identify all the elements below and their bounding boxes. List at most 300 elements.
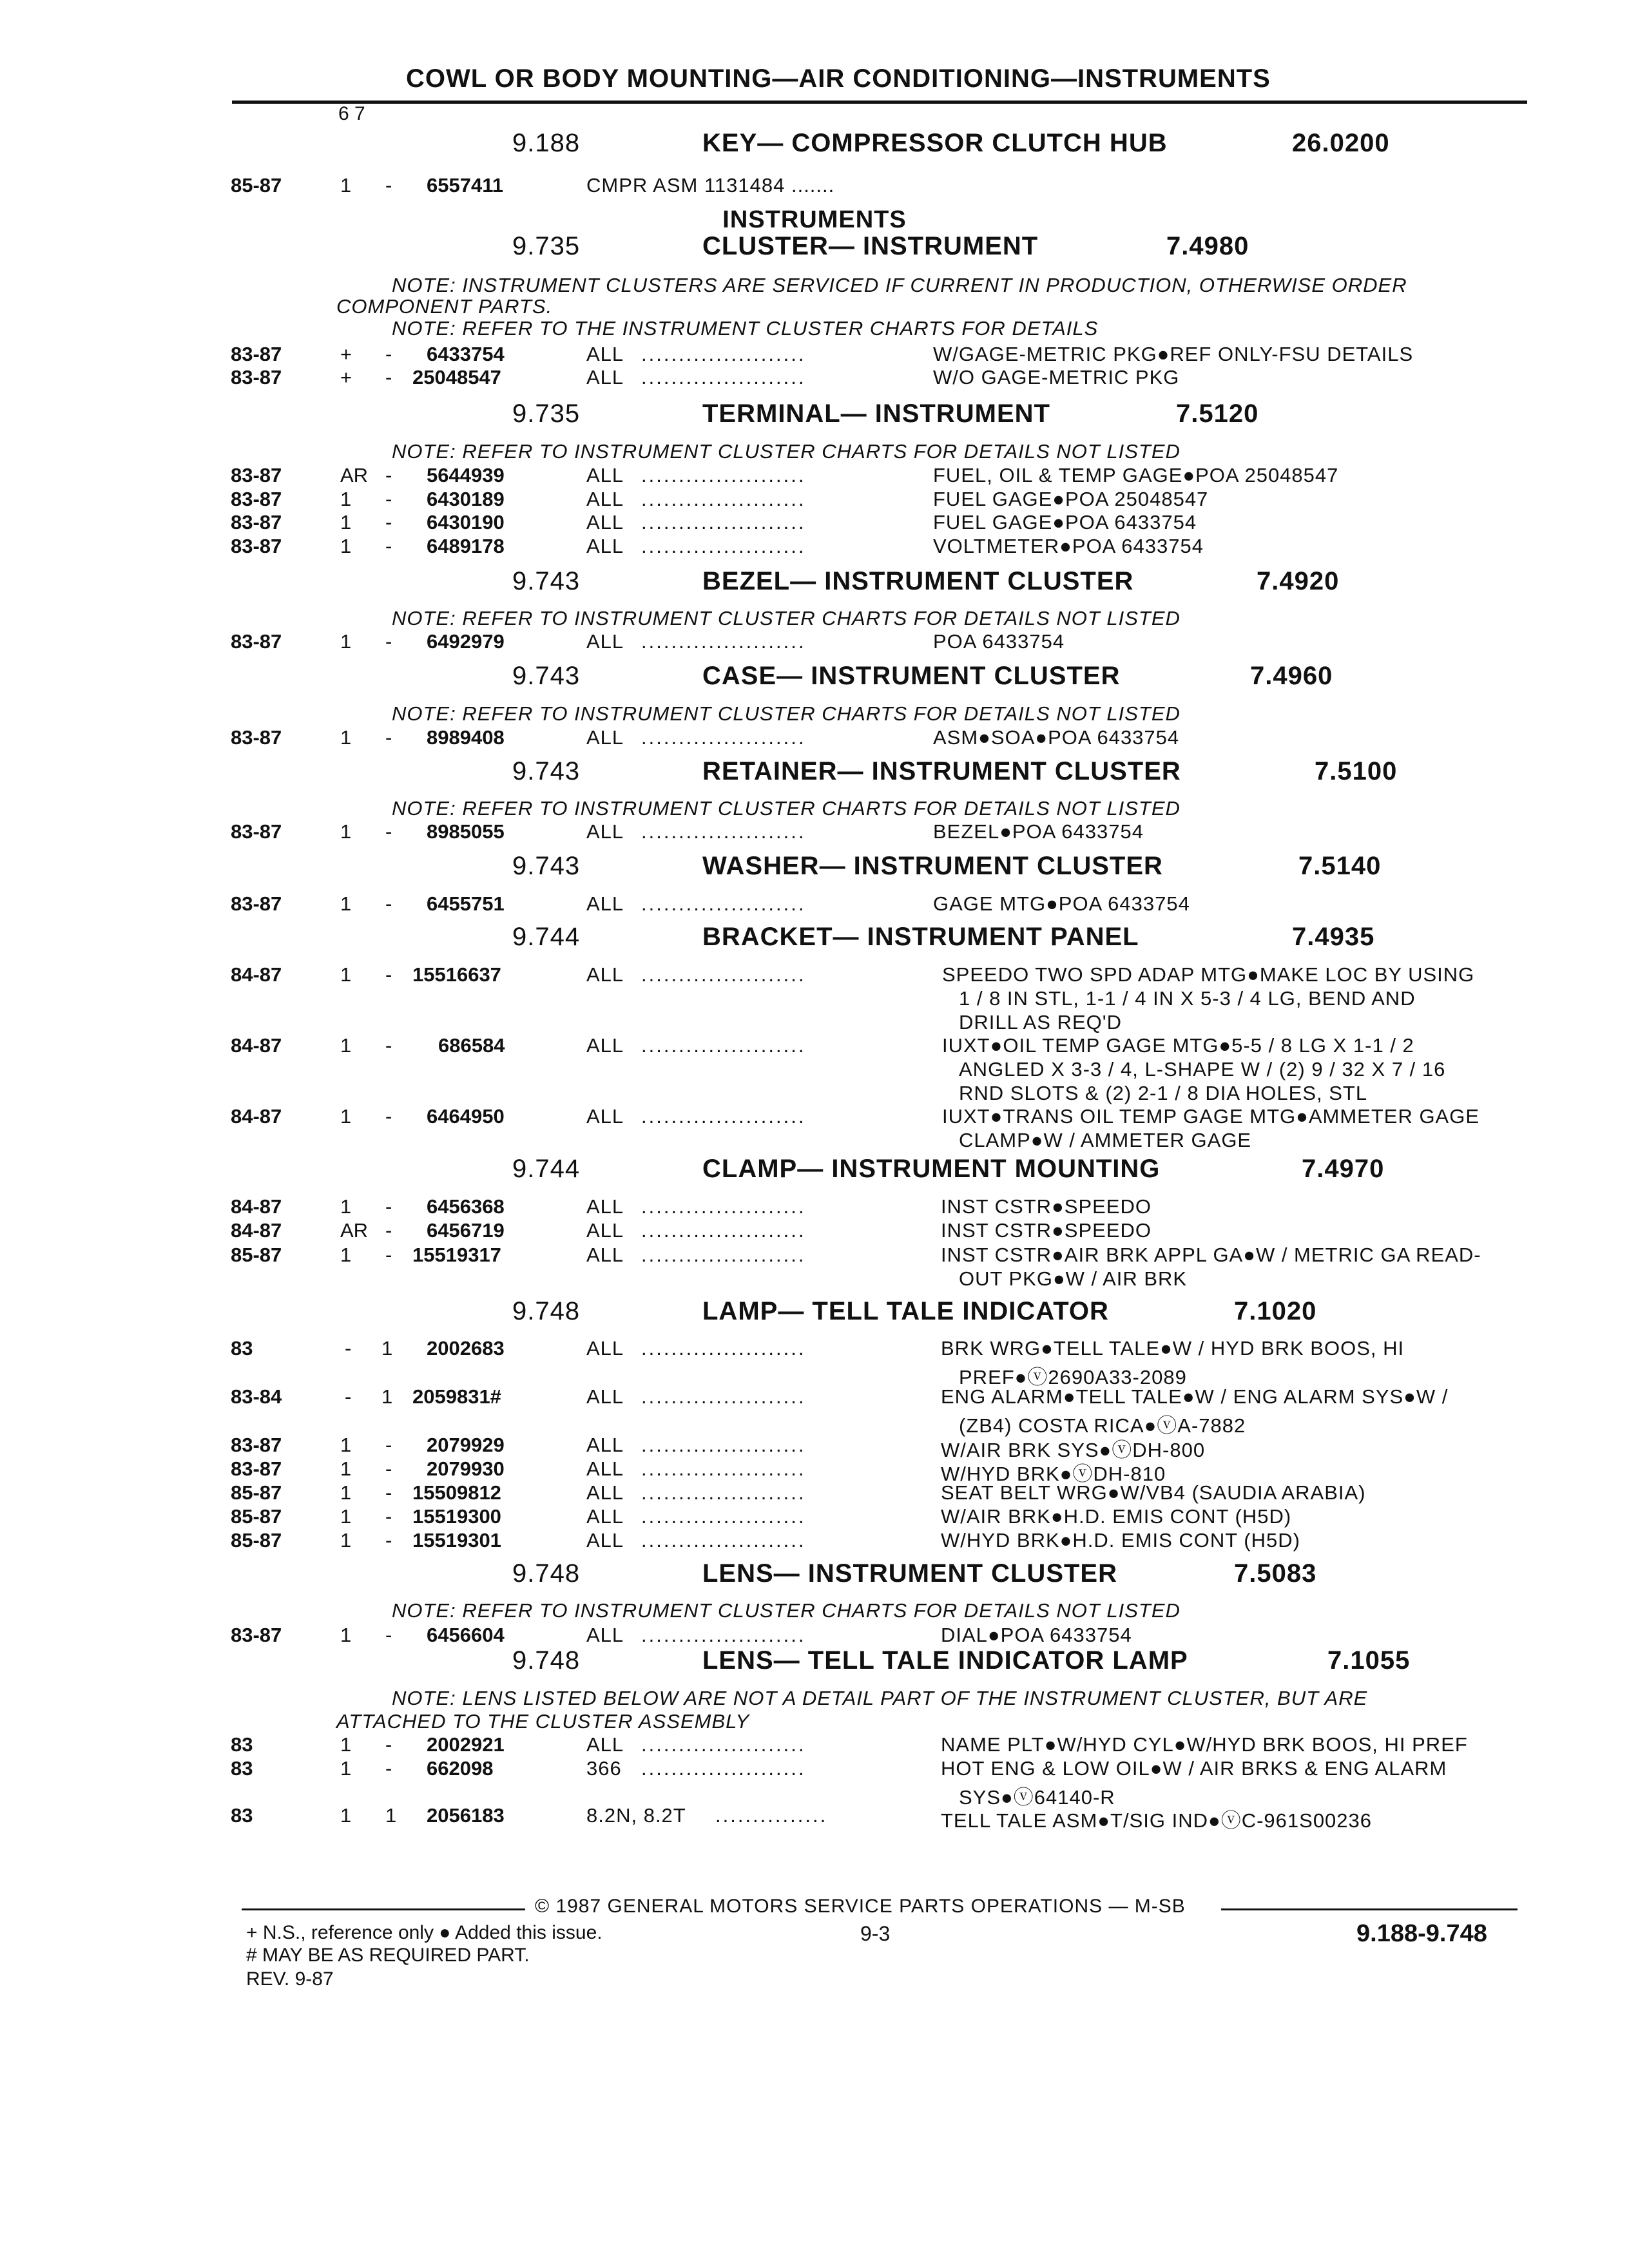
leader-dots: ......................	[641, 366, 806, 389]
flag-column: -	[385, 1733, 392, 1756]
footer-rule-left	[242, 1908, 525, 1910]
model-years: 83-87	[231, 366, 282, 389]
usage-description: ALL	[586, 630, 624, 653]
part-note: NAME PLT●W/HYD CYL●W/HYD BRK BOOS, HI PREF	[941, 1733, 1468, 1756]
part-number: 2079929	[427, 1434, 505, 1456]
leader-dots: ......................	[641, 464, 806, 486]
part-note: INST CSTR●SPEEDO	[941, 1195, 1152, 1218]
flag-column: -	[385, 343, 392, 365]
usage-description: ALL	[586, 488, 624, 510]
quantity: 1	[340, 1434, 352, 1456]
part-number: 2059831#	[412, 1385, 501, 1408]
quantity: 1	[340, 726, 352, 749]
parts-row	[0, 1195, 1629, 1219]
parts-row	[0, 1733, 1629, 1757]
model-years: 85-87	[231, 1244, 282, 1266]
parts-row	[0, 630, 1629, 654]
group-number: 9.743	[512, 567, 581, 595]
quantity: 1	[340, 1457, 352, 1480]
model-years: 83	[231, 1757, 253, 1780]
leader-dots: ......................	[641, 343, 806, 365]
group-number: 9.735	[512, 232, 581, 260]
part-number: 6464950	[427, 1105, 505, 1128]
part-number: 6492979	[427, 630, 505, 653]
model-years: 84-87	[231, 1219, 282, 1242]
model-years: 83-87	[231, 1624, 282, 1646]
group-title: LAMP— TELL TALE INDICATOR	[702, 1297, 1109, 1325]
part-note: W/AIR BRK●H.D. EMIS CONT (H5D)	[941, 1505, 1292, 1528]
usage-description: ALL	[586, 464, 624, 486]
quantity: 1	[340, 820, 352, 843]
group-code: 7.1055	[1327, 1646, 1411, 1675]
part-note: W/HYD BRK●H.D. EMIS CONT (H5D)	[941, 1529, 1300, 1552]
part-number: 15519317	[412, 1244, 501, 1266]
part-number: 6430190	[427, 511, 505, 533]
part-note: W/O GAGE-METRIC PKG	[933, 366, 1180, 389]
quantity: 1	[340, 488, 352, 510]
quantity: -	[345, 1385, 352, 1408]
parts-row	[0, 1337, 1629, 1361]
flag-column: -	[385, 535, 392, 557]
flag-column: -	[385, 1624, 392, 1646]
usage-description: ALL	[586, 1219, 624, 1242]
footer-legend-2: # MAY BE AS REQUIRED PART.	[246, 1945, 530, 1966]
usage-description: ALL	[586, 1244, 624, 1266]
group-header	[0, 1646, 1629, 1685]
leader-dots: ......................	[641, 630, 806, 653]
flag-column: -	[385, 366, 392, 389]
flag-column: -	[385, 1105, 392, 1128]
flag-column: -	[385, 1757, 392, 1780]
parts-row	[0, 963, 1629, 987]
leader-dots: ......................	[641, 1505, 806, 1528]
parts-row	[0, 488, 1629, 512]
leader-dots: ......................	[641, 892, 806, 915]
flag-column: -	[385, 1457, 392, 1480]
group-code: 7.4935	[1292, 923, 1375, 951]
parts-row	[0, 892, 1629, 916]
group-note: NOTE: REFER TO INSTRUMENT CLUSTER CHARTS FOR DETAILS NOT LISTED	[392, 702, 1181, 725]
part-number: 6489178	[427, 535, 505, 557]
usage-description: ALL	[586, 892, 624, 915]
quantity: 1	[340, 963, 352, 986]
parts-row	[0, 1434, 1629, 1461]
leader-dots: ......................	[641, 963, 806, 986]
parts-row	[0, 366, 1629, 390]
parts-row	[0, 726, 1629, 750]
part-note: W/HYD BRK●ⓥDH-810	[941, 1463, 1166, 1485]
group-code: 7.5100	[1315, 757, 1398, 785]
leader-dots: ......................	[641, 511, 806, 533]
quantity: 1	[340, 1733, 352, 1756]
group-header	[0, 399, 1629, 438]
parts-row	[0, 1481, 1629, 1505]
part-note: BRK WRG●TELL TALE●W / HYD BRK BOOS, HI	[941, 1337, 1405, 1360]
model-years: 83-87	[231, 726, 282, 749]
quantity: AR	[340, 464, 369, 486]
usage-description: ALL	[586, 820, 624, 843]
quantity: 1	[340, 1034, 352, 1057]
flag-column: -	[385, 1219, 392, 1242]
group-number: 9.743	[512, 662, 581, 690]
part-note: W/AIR BRK SYS●ⓥDH-800	[941, 1439, 1206, 1461]
model-years: 83-87	[231, 630, 282, 653]
group-code: 7.4970	[1302, 1155, 1385, 1183]
quantity: AR	[340, 1219, 369, 1242]
group-note: ATTACHED TO THE CLUSTER ASSEMBLY	[336, 1710, 750, 1733]
part-note-continued: 1 / 8 IN STL, 1-1 / 4 IN X 5-3 / 4 LG, BEND AND	[959, 987, 1416, 1010]
group-number: 9.744	[512, 1155, 581, 1183]
group-code: 7.4920	[1257, 567, 1340, 595]
flag-column: -	[385, 1481, 392, 1504]
part-number: 25048547	[412, 366, 501, 389]
part-note: POA 6433754	[933, 630, 1065, 653]
parts-row	[0, 820, 1629, 844]
model-years: 83-87	[231, 535, 282, 557]
part-number: 2079930	[427, 1457, 505, 1480]
part-note-continued: DRILL AS REQ'D	[959, 1011, 1123, 1033]
quantity: 1	[340, 511, 352, 533]
model-years: 83	[231, 1733, 253, 1756]
part-note: SPEEDO TWO SPD ADAP MTG●MAKE LOC BY USING	[942, 963, 1475, 986]
model-years: 83	[231, 1337, 253, 1360]
part-note: W/GAGE-METRIC PKG●REF ONLY-FSU DETAILS	[933, 343, 1414, 365]
flag-column: -	[385, 1244, 392, 1266]
parts-row	[0, 1757, 1629, 1781]
usage-description: ALL	[586, 1337, 624, 1360]
usage-description: CMPR ASM 1131484 .......	[586, 174, 835, 197]
part-number: 8989408	[427, 726, 505, 749]
part-note-continued: SYS●ⓥ64140-R	[959, 1786, 1115, 1809]
model-years: 85-87	[231, 1481, 282, 1504]
model-years: 83-84	[231, 1385, 282, 1408]
part-note-continued: RND SLOTS & (2) 2-1 / 8 DIA HOLES, STL	[959, 1082, 1368, 1104]
parts-row	[0, 1457, 1629, 1485]
leader-dots: ......................	[641, 1757, 806, 1780]
group-code: 7.4960	[1250, 662, 1333, 690]
part-number: 15509812	[412, 1481, 501, 1504]
part-number: 2002683	[427, 1337, 505, 1360]
part-note: INST CSTR●AIR BRK APPL GA●W / METRIC GA READ-	[941, 1244, 1481, 1266]
group-header	[0, 567, 1629, 606]
leader-dots: ......................	[641, 1034, 806, 1057]
model-years: 83-87	[231, 464, 282, 486]
model-years: 83-87	[231, 1434, 282, 1456]
group-title: WASHER— INSTRUMENT CLUSTER	[702, 852, 1163, 880]
parts-row	[0, 174, 1629, 198]
group-header	[0, 1559, 1629, 1598]
leader-dots: ......................	[641, 1529, 806, 1552]
leader-dots: ......................	[641, 820, 806, 843]
usage-description: ALL	[586, 1457, 624, 1480]
group-title: LENS— INSTRUMENT CLUSTER	[702, 1559, 1117, 1588]
flag-column: -	[385, 488, 392, 510]
group-header	[0, 852, 1629, 890]
quantity: 1	[340, 1804, 352, 1827]
part-note: DIAL●POA 6433754	[941, 1624, 1132, 1646]
part-number: 6433754	[427, 343, 505, 365]
group-number: 9.743	[512, 852, 581, 880]
leader-dots: ......................	[641, 1105, 806, 1128]
usage-description: ALL	[586, 1195, 624, 1218]
parts-row	[0, 1624, 1629, 1648]
model-years: 83-87	[231, 1457, 282, 1480]
part-note-continued: CLAMP●W / AMMETER GAGE	[959, 1129, 1252, 1151]
model-years: 83-87	[231, 343, 282, 365]
group-header	[0, 923, 1629, 961]
group-header	[0, 129, 1629, 168]
leader-dots: ......................	[641, 1457, 806, 1480]
part-note: ENG ALARM●TELL TALE●W / ENG ALARM SYS●W /	[941, 1385, 1449, 1408]
model-years: 83-87	[231, 820, 282, 843]
usage-description: ALL	[586, 1034, 624, 1057]
group-note: NOTE: REFER TO INSTRUMENT CLUSTER CHARTS FOR DETAILS NOT LISTED	[392, 797, 1181, 820]
title-rule	[232, 101, 1527, 104]
part-note: IUXT●OIL TEMP GAGE MTG●5-5 / 8 LG X 1-1 / 2	[942, 1034, 1414, 1057]
part-note: FUEL GAGE●POA 6433754	[933, 511, 1197, 533]
group-code: 7.5083	[1234, 1559, 1317, 1588]
part-number: 2002921	[427, 1733, 505, 1756]
part-number: 15516637	[412, 963, 501, 986]
leader-dots: ......................	[641, 1244, 806, 1266]
group-title: KEY— COMPRESSOR CLUTCH HUB	[702, 129, 1168, 157]
group-note: NOTE: REFER TO INSTRUMENT CLUSTER CHARTS FOR DETAILS NOT LISTED	[392, 440, 1181, 463]
parts-row	[0, 1505, 1629, 1529]
group-code: 7.5120	[1176, 399, 1259, 428]
model-years: 85-87	[231, 1529, 282, 1552]
parts-row	[0, 1529, 1629, 1553]
leader-dots: ...............	[715, 1804, 828, 1827]
part-note-continued: (ZB4) COSTA RICA●ⓥA-7882	[959, 1414, 1246, 1437]
usage-description: 366	[586, 1757, 622, 1780]
part-number: 8985055	[427, 820, 505, 843]
group-header	[0, 757, 1629, 796]
leader-dots: ......................	[641, 1219, 806, 1242]
part-number: 6557411	[427, 174, 503, 197]
group-title: LENS— TELL TALE INDICATOR LAMP	[702, 1646, 1188, 1675]
part-note-continued: ANGLED X 3-3 / 4, L-SHAPE W / (2) 9 / 32 X 7 / 16	[959, 1058, 1446, 1081]
group-code: 7.1020	[1234, 1297, 1317, 1325]
group-title: BRACKET— INSTRUMENT PANEL	[702, 923, 1139, 951]
usage-description: ALL	[586, 1733, 624, 1756]
quantity: 1	[340, 535, 352, 557]
group-code: 26.0200	[1292, 129, 1390, 157]
usage-description: ALL	[586, 1481, 624, 1504]
page-range: 9.188-9.748	[1356, 1920, 1487, 1947]
flag-column: -	[385, 963, 392, 986]
group-header	[0, 662, 1629, 700]
group-header	[0, 1297, 1629, 1336]
usage-description: ALL	[586, 366, 624, 389]
usage-description: ALL	[586, 1529, 624, 1552]
footer-copyright: © 1987 GENERAL MOTORS SERVICE PARTS OPERATIONS — M-SB	[535, 1896, 1186, 1917]
part-note: HOT ENG & LOW OIL●W / AIR BRKS & ENG ALARM	[941, 1757, 1447, 1780]
group-note: COMPONENT PARTS.	[336, 295, 553, 318]
part-note: SEAT BELT WRG●W/VB4 (SAUDIA ARABIA)	[941, 1481, 1366, 1504]
usage-description: ALL	[586, 1434, 624, 1456]
usage-description: ALL	[586, 1105, 624, 1128]
part-number: 6456719	[427, 1219, 505, 1242]
page-number: 9-3	[860, 1922, 891, 1945]
flag-column: 1	[381, 1337, 393, 1360]
quantity: +	[340, 343, 352, 365]
quantity: 1	[340, 1757, 352, 1780]
group-code: 7.5140	[1298, 852, 1382, 880]
quantity: 1	[340, 1481, 352, 1504]
leader-dots: ......................	[641, 1481, 806, 1504]
parts-row	[0, 1105, 1629, 1129]
leader-dots: ......................	[641, 1624, 806, 1646]
part-note-continued: PREF●ⓥ2690A33-2089	[959, 1366, 1187, 1389]
group-title: TERMINAL— INSTRUMENT	[702, 399, 1050, 428]
leader-dots: ......................	[641, 1337, 806, 1360]
quantity: -	[345, 1337, 352, 1360]
usage-description: ALL	[586, 535, 624, 557]
model-years: 84-87	[231, 1034, 282, 1057]
footer-revision: REV. 9-87	[246, 1968, 334, 1990]
model-years: 83-87	[231, 511, 282, 533]
flag-column: -	[385, 892, 392, 915]
group-note: NOTE: REFER TO THE INSTRUMENT CLUSTER CHARTS FOR DETAILS	[392, 317, 1099, 340]
usage-description: 8.2N, 8.2T	[586, 1804, 686, 1827]
parts-row	[0, 343, 1629, 367]
quantity: 1	[340, 630, 352, 653]
group-title: CLUSTER— INSTRUMENT	[702, 232, 1039, 260]
leader-dots: ......................	[641, 1195, 806, 1218]
model-years: 83	[231, 1804, 253, 1827]
quantity: 1	[340, 174, 352, 197]
flag-column: -	[385, 630, 392, 653]
parts-row	[0, 1034, 1629, 1058]
group-note: NOTE: REFER TO INSTRUMENT CLUSTER CHARTS FOR DETAILS NOT LISTED	[392, 607, 1181, 629]
group-number: 9.748	[512, 1559, 581, 1588]
page-title: COWL OR BODY MOUNTING—AIR CONDITIONING—INSTRUMENTS	[406, 64, 1271, 93]
quantity: 1	[340, 1105, 352, 1128]
leader-dots: ......................	[641, 1733, 806, 1756]
flag-column: -	[385, 1505, 392, 1528]
quantity: 1	[340, 1505, 352, 1528]
group-header	[0, 1155, 1629, 1193]
quantity: 1	[340, 892, 352, 915]
part-number: 686584	[438, 1034, 505, 1057]
part-note: TELL TALE ASM●T/SIG IND●ⓥC-961S00236	[941, 1809, 1373, 1832]
leader-dots: ......................	[641, 1385, 806, 1408]
leader-dots: ......................	[641, 726, 806, 749]
parts-row	[0, 535, 1629, 559]
part-number: 15519301	[412, 1529, 501, 1552]
parts-row	[0, 464, 1629, 488]
quantity: +	[340, 366, 352, 389]
part-number: 6456368	[427, 1195, 505, 1218]
part-note: ASM●SOA●POA 6433754	[933, 726, 1180, 749]
parts-row	[0, 1244, 1629, 1267]
model-years: 84-87	[231, 1195, 282, 1218]
column-numbers: 6 7	[338, 103, 365, 124]
model-years: 84-87	[231, 1105, 282, 1128]
model-years: 83-87	[231, 892, 282, 915]
quantity: 1	[340, 1195, 352, 1218]
group-number: 9.735	[512, 399, 581, 428]
group-title: CASE— INSTRUMENT CLUSTER	[702, 662, 1121, 690]
group-number: 9.744	[512, 923, 581, 951]
leader-dots: ......................	[641, 1434, 806, 1456]
part-note: GAGE MTG●POA 6433754	[933, 892, 1190, 915]
flag-column: -	[385, 1034, 392, 1057]
flag-column: 1	[381, 1385, 393, 1408]
model-years: 84-87	[231, 963, 282, 986]
flag-column: -	[385, 1434, 392, 1456]
part-number: 6455751	[427, 892, 505, 915]
part-number: 5644939	[427, 464, 505, 486]
model-years: 83-87	[231, 488, 282, 510]
part-note: FUEL, OIL & TEMP GAGE●POA 25048547	[933, 464, 1339, 486]
parts-row	[0, 1804, 1629, 1832]
part-note-continued: OUT PKG●W / AIR BRK	[959, 1267, 1188, 1290]
part-note: INST CSTR●SPEEDO	[941, 1219, 1152, 1242]
flag-column: -	[385, 511, 392, 533]
quantity: 1	[340, 1624, 352, 1646]
part-number: 6430189	[427, 488, 505, 510]
group-title: BEZEL— INSTRUMENT CLUSTER	[702, 567, 1134, 595]
part-note: FUEL GAGE●POA 25048547	[933, 488, 1209, 510]
part-note: VOLTMETER●POA 6433754	[933, 535, 1204, 557]
group-number: 9.743	[512, 757, 581, 785]
footer-legend-1: + N.S., reference only ● Added this issue.	[246, 1922, 602, 1943]
part-number: 6456604	[427, 1624, 505, 1646]
usage-description: ALL	[586, 963, 624, 986]
group-number: 9.188	[512, 129, 581, 157]
group-header	[0, 232, 1629, 271]
group-note: NOTE: LENS LISTED BELOW ARE NOT A DETAIL PART OF THE INSTRUMENT CLUSTER, BUT ARE	[392, 1687, 1368, 1709]
part-note: IUXT●TRANS OIL TEMP GAGE MTG●AMMETER GAGE	[942, 1105, 1480, 1128]
usage-description: ALL	[586, 1385, 624, 1408]
flag-column: -	[385, 820, 392, 843]
group-number: 9.748	[512, 1297, 581, 1325]
quantity: 1	[340, 1529, 352, 1552]
leader-dots: ......................	[641, 488, 806, 510]
parts-row	[0, 1385, 1629, 1409]
instruments-heading: INSTRUMENTS	[722, 206, 907, 233]
flag-column: -	[385, 464, 392, 486]
model-years: 85-87	[231, 1505, 282, 1528]
quantity: 1	[340, 1244, 352, 1266]
usage-description: ALL	[586, 1624, 624, 1646]
usage-description: ALL	[586, 511, 624, 533]
part-number: 15519300	[412, 1505, 501, 1528]
part-number: 662098	[427, 1757, 494, 1780]
flag-column: -	[385, 726, 392, 749]
group-title: RETAINER— INSTRUMENT CLUSTER	[702, 757, 1181, 785]
leader-dots: ......................	[641, 535, 806, 557]
usage-description: ALL	[586, 1505, 624, 1528]
flag-column: -	[385, 1195, 392, 1218]
part-number: 2056183	[427, 1804, 505, 1827]
footer-rule-right	[1221, 1908, 1518, 1910]
group-title: CLAMP— INSTRUMENT MOUNTING	[702, 1155, 1161, 1183]
group-note: NOTE: INSTRUMENT CLUSTERS ARE SERVICED IF CURRENT IN PRODUCTION, OTHERWISE ORDER	[392, 274, 1407, 296]
flag-column: 1	[385, 1804, 397, 1827]
flag-column: -	[385, 174, 392, 197]
group-note: NOTE: REFER TO INSTRUMENT CLUSTER CHARTS FOR DETAILS NOT LISTED	[392, 1599, 1181, 1622]
usage-description: ALL	[586, 726, 624, 749]
parts-row	[0, 511, 1629, 535]
flag-column: -	[385, 1529, 392, 1552]
part-note: BEZEL●POA 6433754	[933, 820, 1144, 843]
group-code: 7.4980	[1166, 232, 1249, 260]
group-number: 9.748	[512, 1646, 581, 1675]
parts-row	[0, 1219, 1629, 1243]
usage-description: ALL	[586, 343, 624, 365]
